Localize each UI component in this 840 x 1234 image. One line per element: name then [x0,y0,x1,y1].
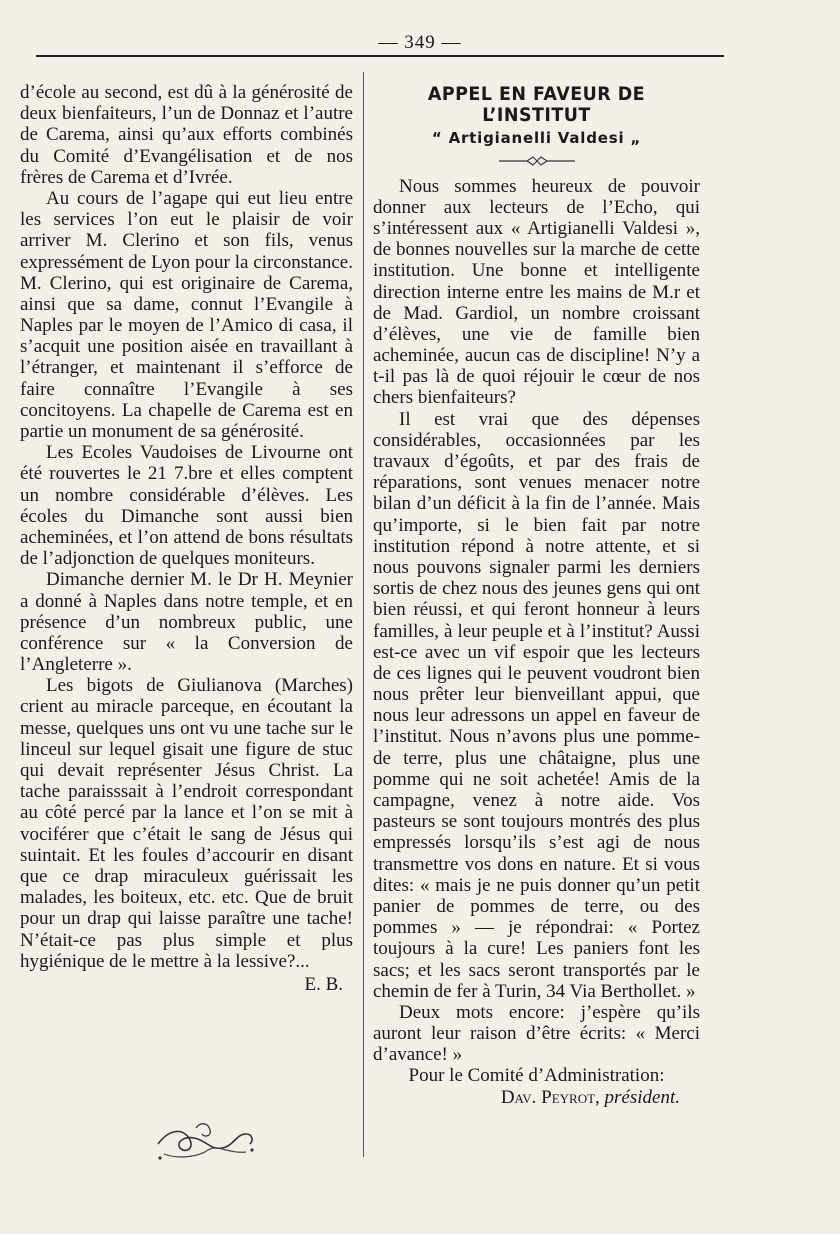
left-paragraph-2: Au cours de l’agape qui eut lieu entre les services l’on eut le plaisir de voir arriver M. Clerino et son fils, venus expressément de Lyon pour la circonstance. M. Clerino, qui est originaire de Carema, ainsi que sa dame, connut l’Evangile à Naples par le moyen de l’Amico di casa, il s’acquit une position aisée en travaillant à l’étranger, et maintenant il s’efforce de faire connaître l’Evangile à ses concitoyens. La chapelle de Carema est en partie un monument de sa générosité. [20,187,353,442]
right-paragraph-3: Deux mots encore: j’espère qu’ils auront leur raison d’être écrits: « Merci d’avance! » [373,1001,700,1066]
left-paragraph-1: d’école au second, est dû à la générosité de deux bienfaiteurs, l’un de Donnaz et l’autre de Carema, ainsi qu’aux efforts combinés du Comité d’Evangélisation et de nos frères de Carema et d’Ivrée. [20,82,353,188]
left-paragraph-5: Les bigots de Giulianova (Marches) crient au miracle parceque, en écoutant la messe, quelques uns ont vu une tache sur le linceul sur lequel gisait une figure de stuc qui devait représenter Jésus Christ. La tache paraisssait à l’endroit correspondant au côté percé par la lance et l’on se mit à vociférer que c’était le sang de Jésus qui suintait. Et les foules d’accourir en disant que ce drap miraculeux guérissait les malades, les boiteux, etc. etc. Que de bruit pour un drap qui laisse paraître une tache! N’était-ce pas plus simple et plus hygiénique de le mettre à la lessive?... [20,675,353,972]
left-paragraph-3: Les Ecoles Vaudoises de Livourne ont été rouvertes le 21 7.bre et elles comptent un nombre considérable d’élèves. Les écoles du Dimanche sont aussi bien acheminées, et l’on attend de bons résultats de l’adjonction de quelques moniteurs. [20,442,353,570]
appeal-title: APPEL EN FAVEUR DE L’INSTITUT [427,83,646,127]
president-title: président. [604,1086,680,1108]
author-initials: E. B. [304,973,343,995]
president-signature [373,1087,700,1108]
left-paragraph-4: Dimanche dernier M. le Dr H. Meynier a donné à Naples dans notre temple, et en présence d’un nombreux public, une conférence sur « la Conversion de l’Angleterre ». [20,569,353,676]
left-column [20,82,353,995]
president-name: Dav. Peyrot, [500,1086,600,1108]
page-number: — 349 — [378,32,462,53]
column-divider [363,72,364,1157]
separator-ornament-icon [497,154,577,168]
appeal-subtitle: “ Artigianelli Valdesi „ [431,129,642,148]
right-paragraph-2: Il est vrai que des dépenses considérables, occasionnées par les travaux d’égoûts, et par des frais de réparations, sont venues menacer notre bilan d’un déficit à la fin de l’année. Mais qu’importe, si le bien fait par notre institution répond à notre attente, et si nous pouvons signaler parmi les derniers sortis de chez nous des jeunes gens qui ont bien réussi, et qui feront honneur à leurs familles, à leur peuple et à l’institut? Aussi est-ce avec un vif espoir que les lecteurs de ces lignes qui le peuvent voudront bien nous prêter leur bienveillant appui, que nous leur adressons un appel en faveur de l’institut. Nous n’avons plus une pomme-de terre, plus une châtaigne, plus une pomme qui ne soit achetée! Amis de la campagne, venez à notre aide. Vos pasteurs se sont toujours montrés des plus empressés lorsqu’ils s’est agi de nous transmettre vos dons en nature. Et si vous dites: « mais je ne puis donner qu’un petit panier de pommes de terre, ou des pommes » — je répondrai: « Portez toujours à la cure! Les paniers font les sacs; et les sacs seront transportés par le chemin de fer à Turin, 34 Via Berthollet. » [373,408,700,1002]
header-rule [36,55,724,57]
right-column [373,82,700,1108]
right-paragraph-1: Nous sommes heureux de pouvoir donner aux lecteurs de l’Echo, qui s’intéressent aux « Artigianelli Valdesi », de bonnes nouvelles sur la marche de cette institution. Une bonne et intelligente direction interne entre les mains de M.r et de Mad. Gardiol, un nombre croissant d’élèves, une vie de famille bien acheminée, aucun cas de discipline! N’y a t-il pas là de quoi réjouir le cœur de nos chers bienfaiteurs? [373,175,700,409]
committee-line: Pour le Comité d’Administration: [408,1065,665,1087]
flourish-ornament-icon [150,1120,260,1166]
